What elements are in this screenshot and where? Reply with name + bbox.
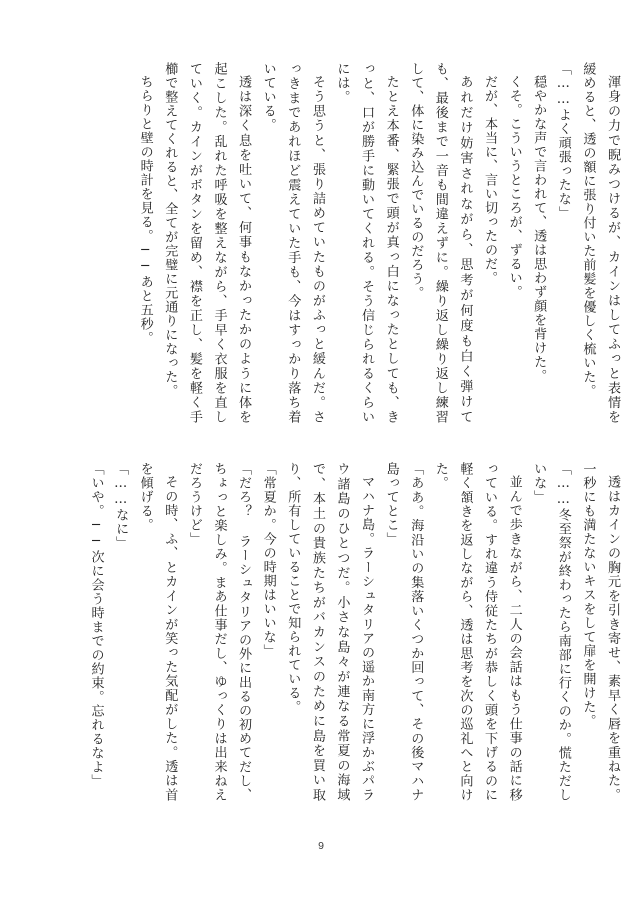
paragraph: あれだけ妨害されながら、思考が何度も白く弾けても、最後まで一音も間違えずに。繰り返し繰り返し練習して、体に染み込んでいるのだろう。 xyxy=(408,62,473,424)
paragraph-dialogue: 「いや。──次に会う時までの約束。忘れるなよ」 xyxy=(88,462,104,788)
paragraph: そう思うと、張り詰めていたものがふっと緩んだ。さっきまであれほど震えていた手も、今はすっかり落ち着いている。 xyxy=(260,62,325,424)
page-number: 9 xyxy=(318,840,324,852)
paragraph-dialogue: 「だろ？ ラーシュタリアの外に出るの初めてだし、ちょっと楽しみ。まあ仕事だし、ゆっくりは出来ねえだろうけど」 xyxy=(186,462,252,802)
paragraph-dialogue: 「……冬至祭が終わったら南部に行くのか。慌ただしいな」 xyxy=(531,462,571,802)
paragraph: 透は深く息を吐いて、何事もなかったかのように体を起こした。乱れた呼吸を整えながら、手早く衣服を直していく。カインがボタンを留め、襟を正し、髪を軽く手櫛で整えてくれると、全てが完璧に元通りになった。 xyxy=(162,62,252,424)
body-text-block-lower xyxy=(58,462,624,802)
paragraph: マハナ島。ラーシュタリアの遥か南方に浮かぶパラウ諸島のひとつだ。小さな島々が連なる常夏の海域で、本土の貴族たちがバカンスのために島を買い取り、所有していることで知られている。 xyxy=(285,462,375,802)
body-text-block-upper xyxy=(58,62,624,424)
paragraph-dialogue: 「常夏か。今の時期はいいな」 xyxy=(260,462,276,658)
paragraph: ちらりと壁の時計を見る。──あと五秒。 xyxy=(137,75,153,345)
paragraph-dialogue: 「……よく頑張ったな」 xyxy=(555,62,571,220)
paragraph: その時、ふ、とカインが笑った気配がした。透は首を傾げる。 xyxy=(137,462,178,802)
paragraph: くそ。こういうところが、ずるい。 xyxy=(506,75,522,300)
paragraph: だが、本当に、言い切ったのだ。 xyxy=(482,75,498,286)
paragraph: 透はカインの胸元を引き寄せ、素早く唇を重ねた。一秒にも満たないキスをして扉を開けた。 xyxy=(580,462,620,802)
paragraph-dialogue: 「ああ。海沿いの集落いくつか回って、その後マハナ島ってとこ」 xyxy=(383,462,424,802)
paragraph: 穏やかな声で言われて、透は思わず顔を背けた。 xyxy=(531,75,547,384)
paragraph: たとえ本番、緊張で頭が真っ白になったとしても、きっと、口が勝手に動いてくれる。そう信じられるくらいには。 xyxy=(334,62,399,424)
paragraph: 並んで歩きながら、二人の会話はもう仕事の話に移っている。すれ違う侍従たちが恭しく頭を下げるのに軽く頷きを返しながら、透は思考を次の巡礼へと向けた。 xyxy=(432,462,522,802)
paragraph: 渾身の力で睨みつけるが、カインはしてふっと表情を緩めると、透の額に張り付いた前髪を優しく梳いた。 xyxy=(580,62,620,424)
paragraph-dialogue: 「……なに」 xyxy=(113,462,129,550)
